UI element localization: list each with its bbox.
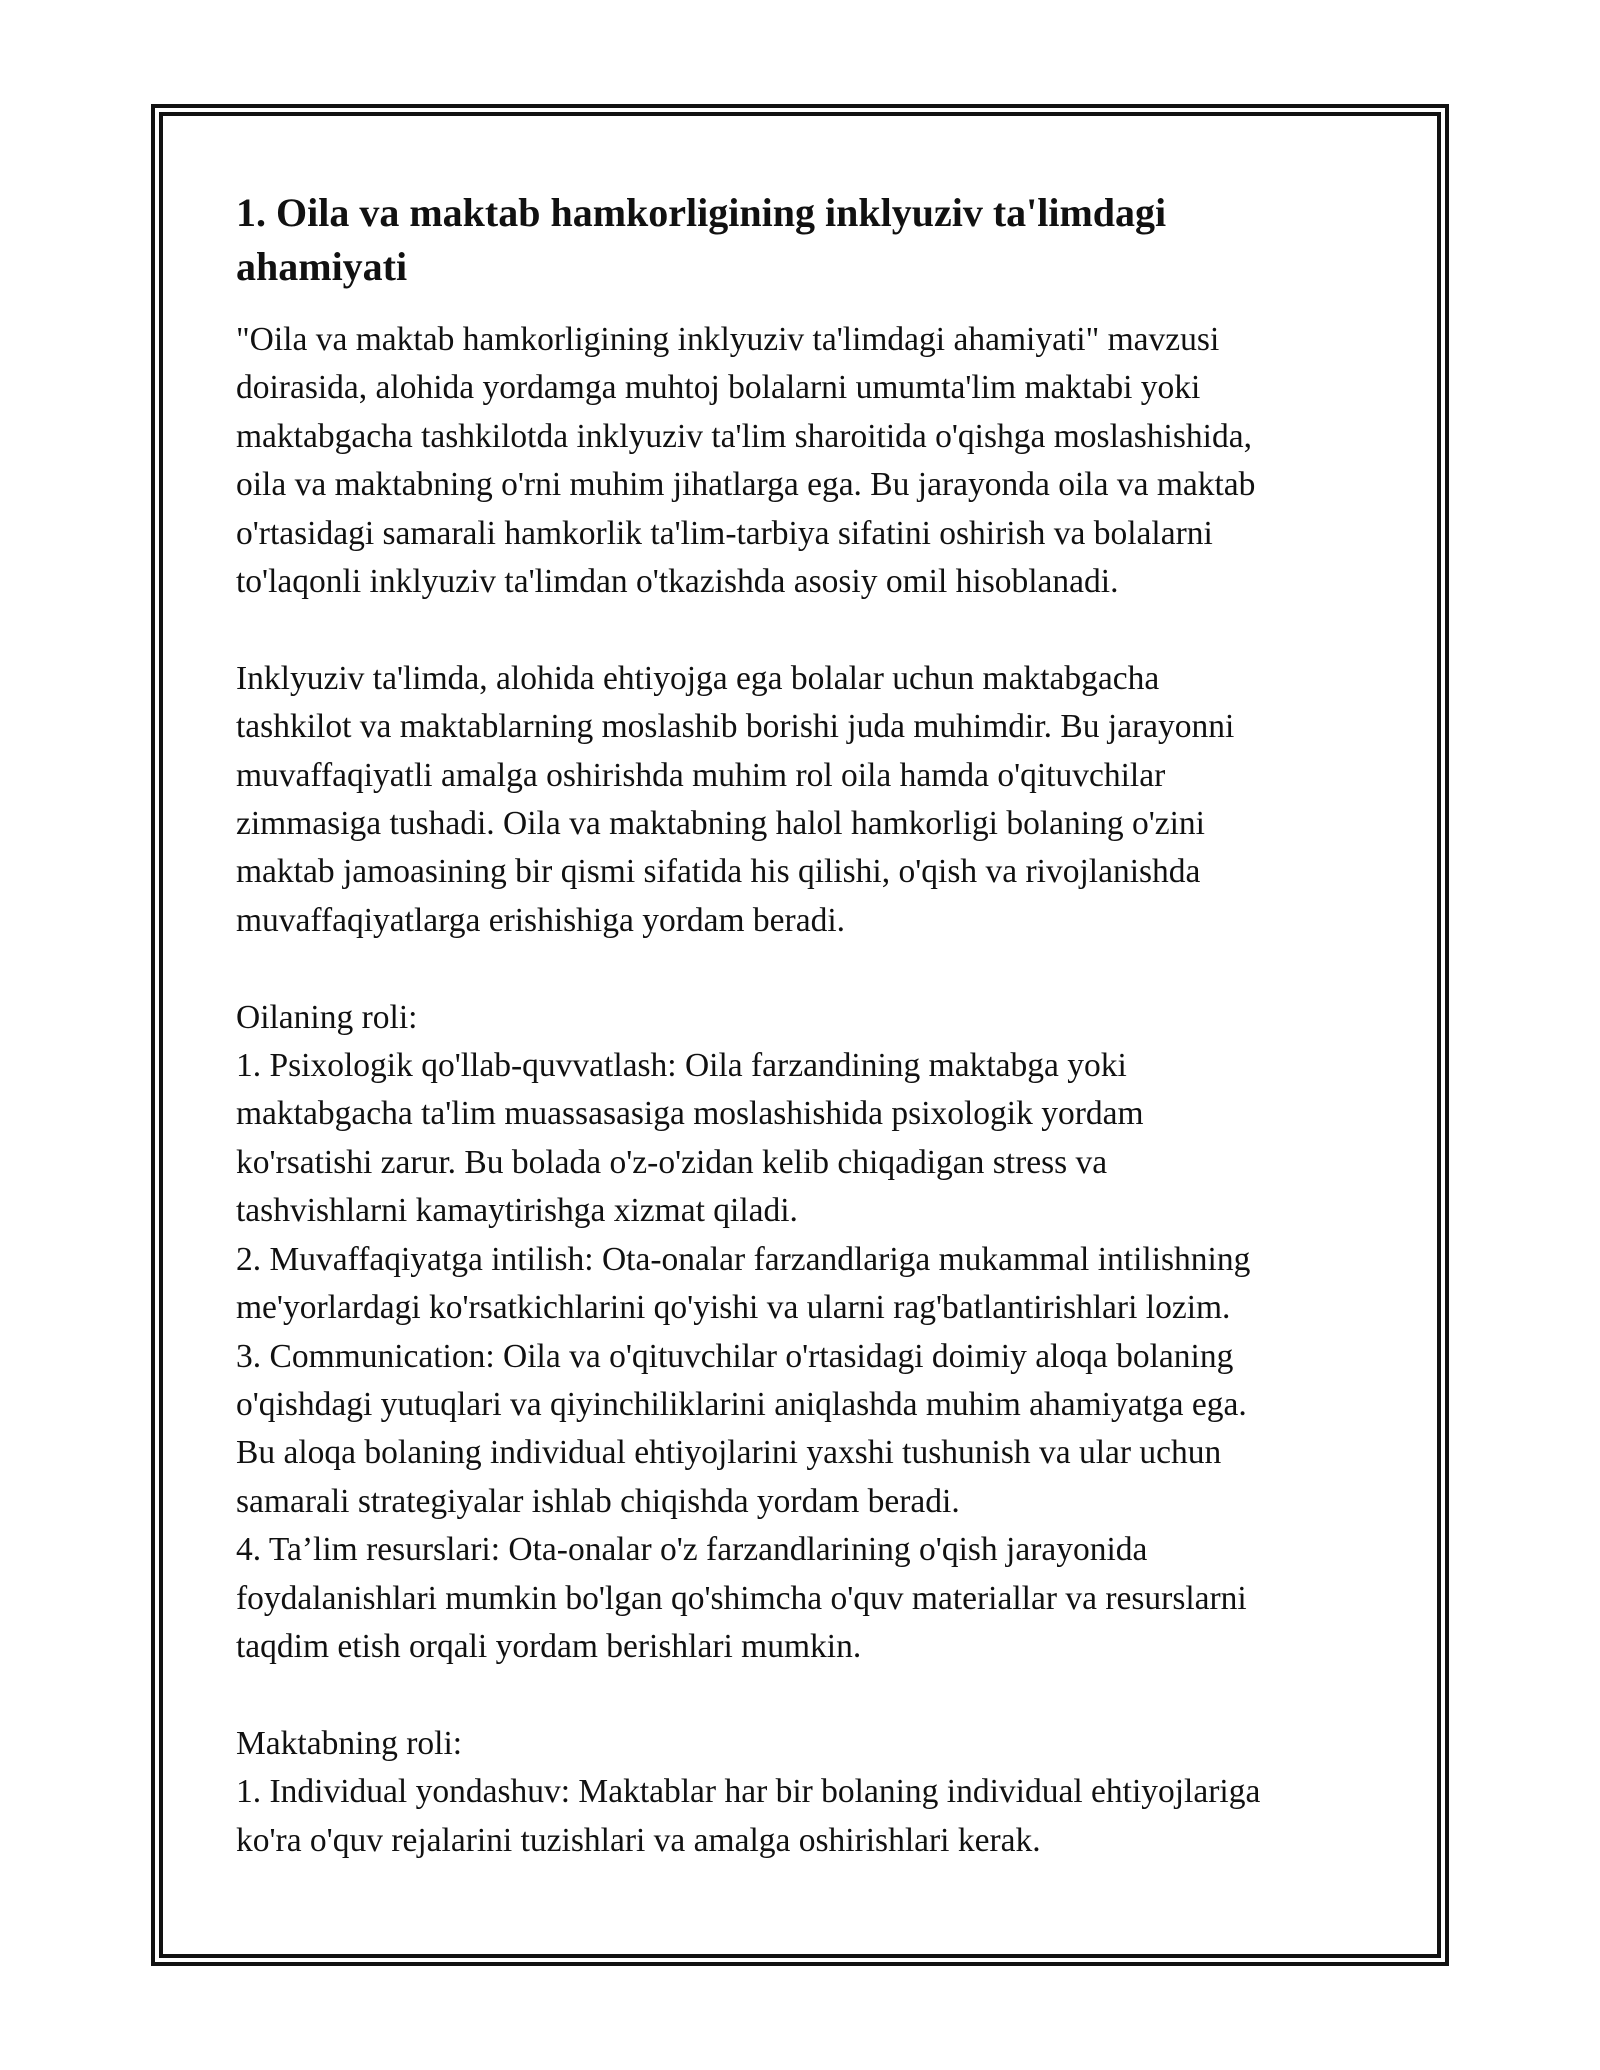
text-line: 1. Psixologik qo'llab-quvvatlash: Oila farzandining maktabga yoki [236,1047,1127,1085]
text-line: ko'rsatishi zarur. Bu bolada o'z-o'zidan kelib chiqadigan stress va [236,1143,1108,1181]
text-line: Bu aloqa bolaning individual ehtiyojlarini yaxshi tushunish va ular uchun [236,1434,1222,1472]
text-line: 1. Individual yondashuv: Maktablar har bir bolaning individual ehtiyojlariga [236,1773,1261,1811]
text-line: maktabgacha tashkilotda inklyuziv ta'lim sharoitida o'qishga moslashishida, [236,417,1252,455]
text-line: muvaffaqiyatli amalga oshirishda muhim rol oila hamda o'qituvchilar [236,756,1166,794]
text-line: 4. Ta’lim resurslari: Ota-onalar o'z farzandlarining o'qish jarayonida [236,1531,1148,1569]
title-line: 1. Oila va maktab hamkorligining inklyuziv ta'limdagi [236,190,1167,235]
paragraph-inclusive [236,655,1366,945]
text-line: o'rtasidagi samarali hamkorlik ta'lim-tarbiya sifatini oshirish va bolalarni [236,514,1213,552]
document-content [236,186,1366,1865]
text-line: me'yorlardagi ko'rsatkichlarini qo'yishi va ularni rag'batlantirishlari lozim. [236,1289,1231,1327]
paragraph-intro [236,316,1366,606]
paragraph-spacer [236,945,1366,993]
text-line: zimmasiga tushadi. Oila va maktabning halol hamkorligi bolaning o'zini [236,805,1205,843]
text-line: maktabgacha ta'lim muassasasiga moslashishida psixologik yordam [236,1095,1144,1133]
text-line: oila va maktabning o'rni muhim jihatlarga ega. Bu jarayonda oila va maktab [236,466,1256,504]
text-line: Maktabning roli: [236,1724,463,1762]
text-line: Inklyuziv ta'limda, alohida ehtiyojga ega bolalar uchun maktabgacha [236,659,1160,697]
text-line: doirasida, alohida yordamga muhtoj bolalarni umumta'lim maktabi yoki [236,369,1201,407]
text-line: 3. Communication: Oila va o'qituvchilar o'rtasidagi doimiy aloqa bolaning [236,1337,1234,1375]
text-line: 2. Muvaffaqiyatga intilish: Ota-onalar farzandlariga mukammal intilishning [236,1240,1251,1278]
paragraph-spacer [236,606,1366,654]
text-line: Oilaning roli: [236,998,418,1036]
text-line: to'laqonli inklyuziv ta'limdan o'tkazishda asosiy omil hisoblanadi. [236,563,1119,601]
text-line: maktab jamoasining bir qismi sifatida his qilishi, o'qish va rivojlanishda [236,853,1201,891]
text-line: tashkilot va maktablarning moslashib borishi juda muhimdir. Bu jarayonni [236,708,1235,746]
paragraph-family-role [236,994,1366,1672]
section-title [236,186,1366,294]
text-line: tashvishlarni kamaytirishga xizmat qiladi. [236,1192,798,1230]
paragraph-spacer [236,1671,1366,1719]
paragraph-school-role [236,1720,1366,1865]
text-line: foydalanishlari mumkin bo'lgan qo'shimcha o'quv materiallar va resurslarni [236,1579,1247,1617]
title-line: ahamiyati [236,244,408,289]
text-line: taqdim etish orqali yordam berishlari mumkin. [236,1627,862,1665]
text-line: ko'ra o'quv rejalarini tuzishlari va amalga oshirishlari kerak. [236,1821,1041,1859]
text-line: "Oila va maktab hamkorligining inklyuziv ta'limdagi ahamiyati" mavzusi [236,321,1220,358]
text-line: o'qishdagi yutuqlari va qiyinchiliklarini aniqlashda muhim ahamiyatga ega. [236,1385,1247,1423]
text-line: samarali strategiyalar ishlab chiqishda yordam beradi. [236,1482,960,1520]
text-line: muvaffaqiyatlarga erishishiga yordam beradi. [236,901,846,939]
